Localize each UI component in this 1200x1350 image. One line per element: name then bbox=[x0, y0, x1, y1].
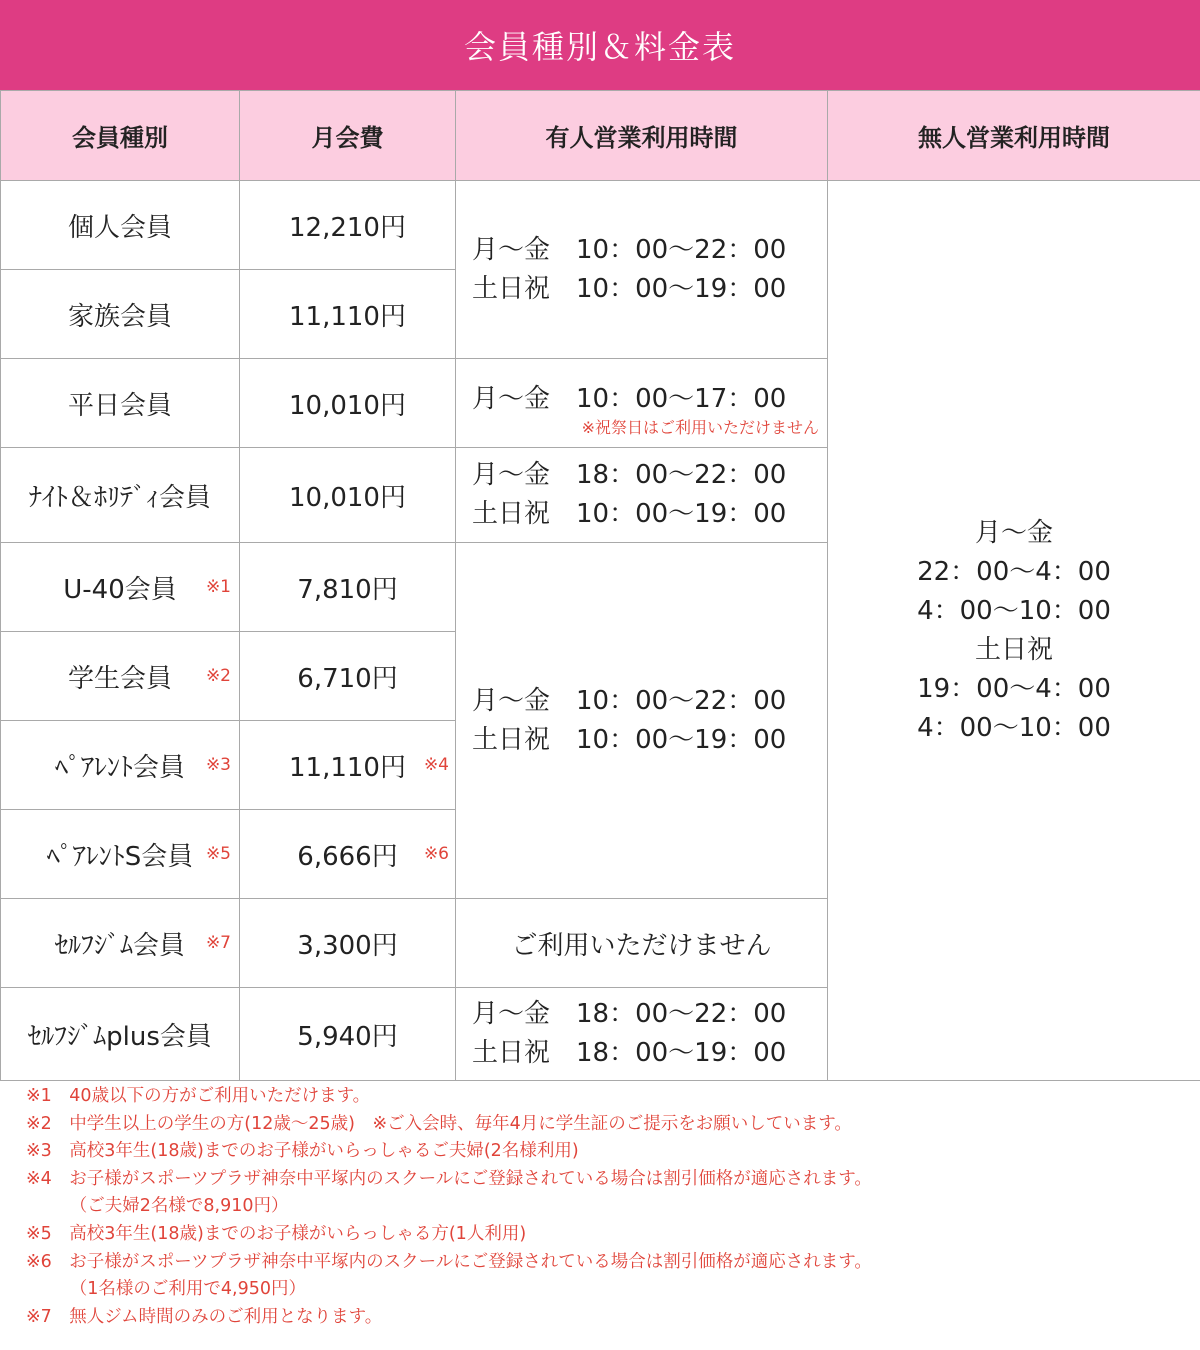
staffed-hours-cell: 月～金 10：00～17：00 ※祝祭日はご利用いただけません bbox=[456, 359, 828, 448]
membership-name: 家族会員 bbox=[1, 270, 240, 359]
membership-price: 7,810円 bbox=[240, 543, 456, 632]
note-mark: ※5 bbox=[205, 844, 231, 864]
membership-name: ｾﾙﾌｼﾞﾑplus会員 bbox=[1, 988, 240, 1081]
membership-price: 12,210円 bbox=[240, 181, 456, 270]
staffed-hours-cell: 月～金 10：00～22：00 土日祝 10：00～19：00 bbox=[456, 181, 828, 359]
membership-name: 個人会員 bbox=[1, 181, 240, 270]
header-membership-type: 会員種別 bbox=[1, 91, 240, 181]
footnote: ※7 無人ジム時間のみのご利用となります。 bbox=[26, 1306, 383, 1327]
membership-price: 10,010円 bbox=[240, 359, 456, 448]
footnotes bbox=[26, 1083, 1186, 1331]
header-monthly-fee: 月会費 bbox=[240, 91, 456, 181]
note-mark: ※1 bbox=[205, 577, 231, 597]
footnote: ※2 中学生以上の学生の方(12歳～25歳) ※ご入会時、毎年4月に学生証のご提示をお願いしています。 bbox=[26, 1113, 852, 1134]
footnote: （ご夫婦2名様で8,910円） bbox=[26, 1196, 289, 1217]
header-staffed-hours: 有人営業利用時間 bbox=[456, 91, 828, 181]
note-mark: ※7 bbox=[205, 933, 231, 953]
footnote: ※5 高校3年生(18歳)までのお子様がいらっしゃる方(1人利用) bbox=[26, 1223, 527, 1244]
table-row bbox=[1, 181, 1200, 270]
unmanned-hours-cell bbox=[828, 181, 1200, 1081]
membership-price: 6,666円 ※6 bbox=[240, 810, 456, 899]
staffed-hours-cell: 月～金 18：00～22：00 土日祝 10：00～19：00 bbox=[456, 448, 828, 543]
footnote: ※3 高校3年生(18歳)までのお子様がいらっしゃるご夫婦(2名様利用) bbox=[26, 1141, 579, 1162]
membership-name: 平日会員 bbox=[1, 359, 240, 448]
staffed-hours-cell: 月～金 18：00～22：00 土日祝 18：00～19：00 bbox=[456, 988, 828, 1081]
staffed-hours-cell: ご利用いただけません bbox=[456, 899, 828, 988]
fee-table bbox=[0, 90, 1200, 1081]
note-mark: ※3 bbox=[205, 755, 231, 775]
membership-name: ﾍﾟｱﾚﾝﾄS会員 ※5 bbox=[1, 810, 240, 899]
membership-name: ﾅｲﾄ＆ﾎﾘﾃﾞｨ会員 bbox=[1, 448, 240, 543]
membership-price: 11,110円 ※4 bbox=[240, 721, 456, 810]
membership-name: U-40会員 ※1 bbox=[1, 543, 240, 632]
note-mark: ※4 bbox=[423, 755, 449, 775]
page-title: 会員種別＆料金表 bbox=[0, 0, 1200, 90]
footnote: （1名様のご利用で4,950円） bbox=[26, 1279, 306, 1300]
footnote: ※6 お子様がスポーツプラザ神奈中平塚内のスクールにご登録されている場合は割引価格が適応されます。 bbox=[26, 1251, 872, 1272]
footnote: ※1 40歳以下の方がご利用いただけます。 bbox=[26, 1086, 371, 1106]
membership-price: 10,010円 bbox=[240, 448, 456, 543]
footnote: ※4 お子様がスポーツプラザ神奈中平塚内のスクールにご登録されている場合は割引価格が適応されます。 bbox=[26, 1168, 872, 1189]
unmanned-hours-text: 月～金 22：00～4：00 4：00～10：00 土日祝 19：00～4：00 4：00～10：00 bbox=[917, 517, 1111, 743]
header-unmanned-hours: 無人営業利用時間 bbox=[828, 91, 1200, 181]
membership-name: 学生会員 ※2 bbox=[1, 632, 240, 721]
membership-price: 11,110円 bbox=[240, 270, 456, 359]
membership-price: 6,710円 bbox=[240, 632, 456, 721]
table-header-row bbox=[1, 91, 1200, 181]
membership-price: 3,300円 bbox=[240, 899, 456, 988]
membership-name: ｾﾙﾌｼﾞﾑ会員 ※7 bbox=[1, 899, 240, 988]
note-mark: ※6 bbox=[423, 844, 449, 864]
note-mark: ※2 bbox=[205, 666, 231, 686]
staffed-hours-cell: 月～金 10：00～22：00 土日祝 10：00～19：00 bbox=[456, 543, 828, 899]
membership-price: 5,940円 bbox=[240, 988, 456, 1081]
membership-name: ﾍﾟｱﾚﾝﾄ会員 ※3 bbox=[1, 721, 240, 810]
holiday-note: ※祝祭日はご利用いただけません bbox=[581, 417, 819, 437]
